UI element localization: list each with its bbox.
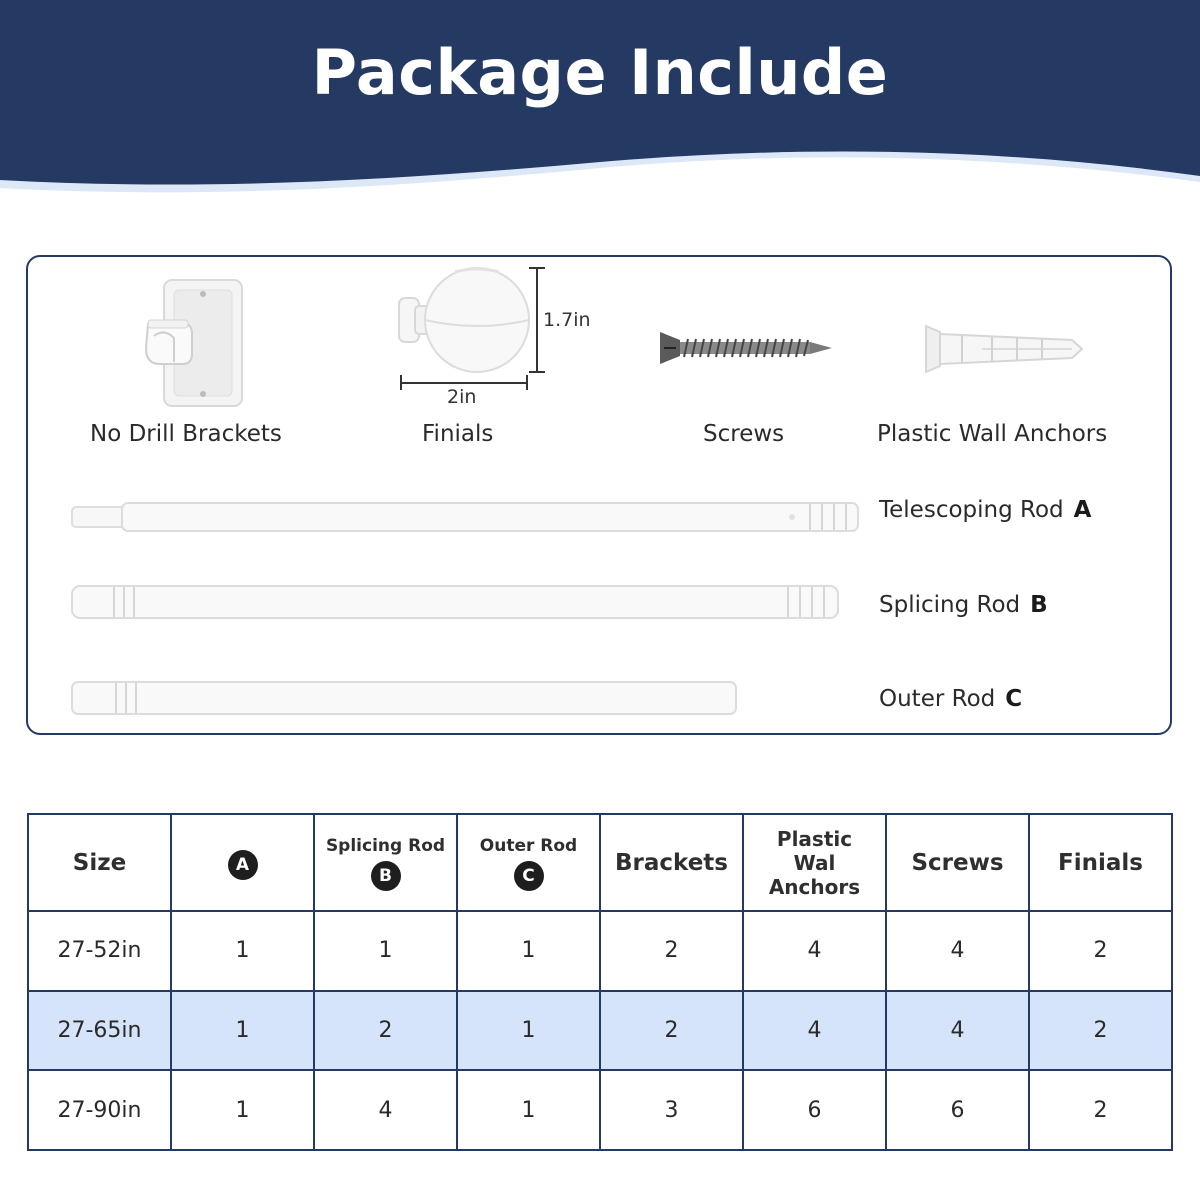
rod-a-letter: A bbox=[1073, 497, 1092, 523]
rod-b-letter: B bbox=[1030, 592, 1048, 618]
screw-image bbox=[660, 328, 835, 368]
header-rod-c-label: Outer Rod bbox=[479, 835, 578, 856]
finials-label: Finials bbox=[422, 421, 494, 447]
rod-a-badge: A bbox=[228, 850, 258, 880]
cell-finials: 2 bbox=[1029, 1070, 1172, 1150]
rod-b-badge: B bbox=[371, 861, 401, 891]
header-rod-c bbox=[457, 814, 600, 911]
brackets-label: No Drill Brackets bbox=[90, 421, 282, 447]
splicing-rod-image bbox=[70, 584, 840, 620]
table-row bbox=[28, 911, 1172, 991]
cell-screws: 4 bbox=[886, 911, 1029, 991]
table-row bbox=[28, 991, 1172, 1071]
header-size: Size bbox=[28, 814, 171, 911]
cell-rod-c: 1 bbox=[457, 911, 600, 991]
cell-finials: 2 bbox=[1029, 911, 1172, 991]
cell-finials: 2 bbox=[1029, 991, 1172, 1071]
rod-c-badge: C bbox=[514, 861, 544, 891]
bracket-image bbox=[140, 276, 250, 411]
header-rod-a bbox=[171, 814, 314, 911]
cell-anchors: 4 bbox=[743, 911, 886, 991]
finial-image bbox=[395, 262, 555, 392]
cell-rod-b: 2 bbox=[314, 991, 457, 1071]
cell-screws: 4 bbox=[886, 991, 1029, 1071]
table-header-row bbox=[28, 814, 1172, 911]
cell-rod-a: 1 bbox=[171, 1070, 314, 1150]
screws-label: Screws bbox=[703, 421, 785, 447]
cell-anchors: 4 bbox=[743, 991, 886, 1071]
rod-c-label bbox=[879, 686, 1022, 712]
rod-c-letter: C bbox=[1005, 686, 1023, 712]
rod-a-name: Telescoping Rod bbox=[879, 497, 1064, 523]
rod-b-label bbox=[879, 592, 1048, 618]
cell-rod-a: 1 bbox=[171, 911, 314, 991]
cell-rod-b: 4 bbox=[314, 1070, 457, 1150]
cell-rod-c: 1 bbox=[457, 1070, 600, 1150]
cell-size: 27-90in bbox=[28, 1070, 171, 1150]
rod-a-label bbox=[879, 497, 1091, 523]
package-spec-table bbox=[27, 813, 1173, 1151]
header-brackets: Brackets bbox=[600, 814, 743, 911]
table-row bbox=[28, 1070, 1172, 1150]
cell-size: 27-65in bbox=[28, 991, 171, 1071]
rod-b-name: Splicing Rod bbox=[879, 592, 1021, 618]
anchors-label: Plastic Wall Anchors bbox=[877, 421, 1108, 447]
cell-rod-a: 1 bbox=[171, 991, 314, 1071]
cell-brackets: 2 bbox=[600, 911, 743, 991]
cell-brackets: 2 bbox=[600, 991, 743, 1071]
cell-anchors: 6 bbox=[743, 1070, 886, 1150]
header-anchors: Plastic Wal Anchors bbox=[743, 814, 886, 911]
cell-size: 27-52in bbox=[28, 911, 171, 991]
cell-screws: 6 bbox=[886, 1070, 1029, 1150]
cell-rod-c: 1 bbox=[457, 991, 600, 1071]
page-title: Package Include bbox=[311, 36, 889, 109]
finial-width-label: 2in bbox=[447, 386, 477, 408]
telescoping-rod-image bbox=[70, 500, 860, 534]
cell-rod-b: 1 bbox=[314, 911, 457, 991]
rod-c-name: Outer Rod bbox=[879, 686, 996, 712]
finial-height-label: 1.7in bbox=[543, 309, 591, 331]
header-banner bbox=[0, 0, 1200, 215]
header-finials: Finials bbox=[1029, 814, 1172, 911]
outer-rod-image bbox=[70, 680, 738, 716]
header-screws: Screws bbox=[886, 814, 1029, 911]
header-rod-b bbox=[314, 814, 457, 911]
cell-brackets: 3 bbox=[600, 1070, 743, 1150]
wall-anchor-image bbox=[922, 324, 1084, 374]
header-rod-b-label: Splicing Rod bbox=[325, 835, 446, 856]
